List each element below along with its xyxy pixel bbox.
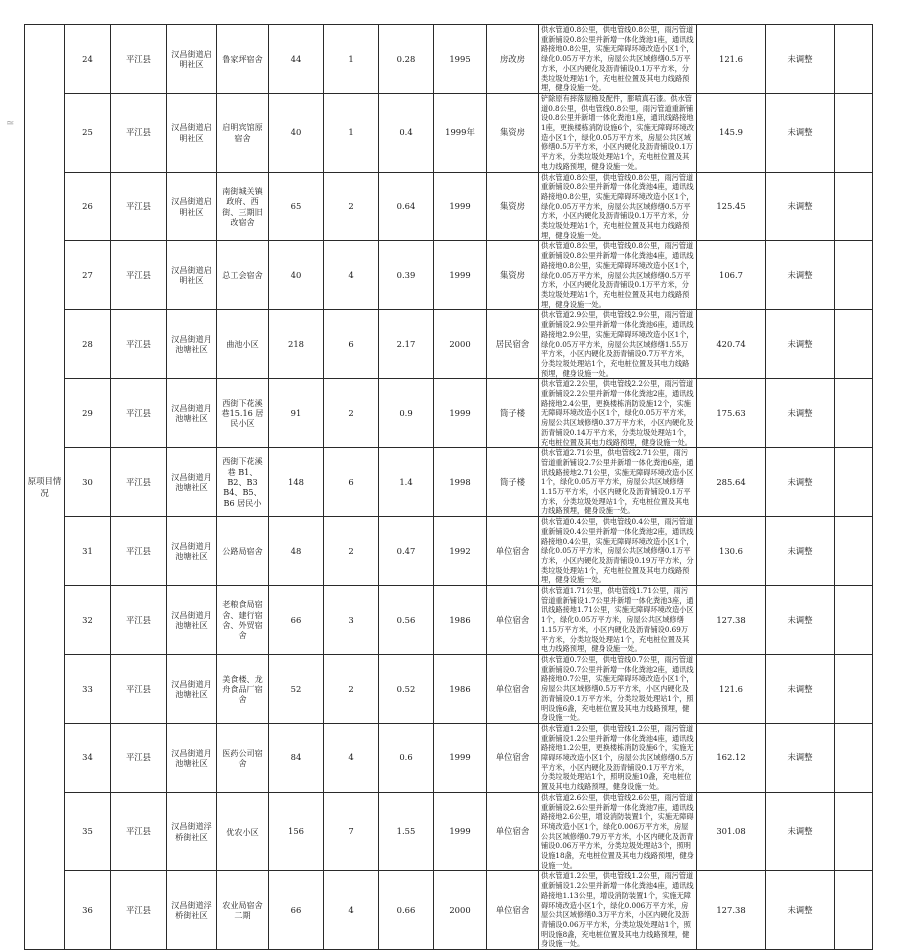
- row-number: 35: [65, 792, 111, 871]
- document-sheet: [24, 24, 872, 949]
- county-cell: 平江县: [111, 310, 167, 379]
- households-cell: 218: [269, 310, 324, 379]
- row-number: 24: [65, 25, 111, 94]
- work-content-cell: 供水管道2.9公里，供电管线2.9公里，雨污管道重新铺设2.9公里并新增一体化粪池6座，通讯线路接地2.9公里，实施无障碍环境改造小区1个，绿化0.05万平方米，房屋公共区域修缮1.55万平方米，小区内硬化及沥青铺设0.7万平方米，分类垃圾处理站1个，充电桩位置及其电力线路预埋，健身设施一处。: [539, 310, 697, 379]
- households-cell: 66: [269, 871, 324, 950]
- year-cell: 1992: [434, 517, 487, 586]
- row-number: 33: [65, 655, 111, 724]
- community-cell: 汉昌街道月池塘社区: [167, 448, 217, 517]
- work-content-cell: 供水管道0.8公里，供电管线0.8公里，雨污管道重新铺设0.8公里并新增一体化粪池4座，通讯线路接地0.8公里，实施无障碍环境改造小区1个，绿化0.05万平方米，房屋公共区域修缮0.5万平方米，小区内硬化及沥青铺设0.1万平方米，分类垃圾处理站1个，充电桩位置及其电力线路预埋，健身设施一处。: [539, 241, 697, 310]
- area-cell: 0.4: [379, 93, 434, 172]
- table-row: [25, 448, 873, 517]
- status-cell: 未调整: [766, 792, 835, 871]
- project-name-cell: 总工会宿舍: [217, 241, 269, 310]
- households-cell: 52: [269, 655, 324, 724]
- area-cell: 0.6: [379, 723, 434, 792]
- housing-type-cell: 单位宿舍: [487, 871, 539, 950]
- row-number: 27: [65, 241, 111, 310]
- community-cell: 汉昌街道浮桥街社区: [167, 871, 217, 950]
- investment-cell: 121.6: [697, 655, 766, 724]
- status-cell: 未调整: [766, 723, 835, 792]
- area-cell: 0.66: [379, 871, 434, 950]
- project-name-cell: 美食楼、龙舟食品厂宿舍: [217, 655, 269, 724]
- remarks-cell: [835, 871, 873, 950]
- county-cell: 平江县: [111, 871, 167, 950]
- housing-type-cell: 单位宿舍: [487, 586, 539, 655]
- households-cell: 44: [269, 25, 324, 94]
- work-content-cell: 供水管道0.4公里，供电管线0.4公里，雨污管道重新铺设0.4公里并新增一体化粪池2座，通讯线路接地0.4公里，实施无障碍环境改造小区1个，绿化0.05万平方米，房屋公共区域修缮0.1万平方米，小区内硬化及沥青铺设0.19万平方米，分类垃圾处理站1个，充电桩位置及其电力线路预埋，健身设施一处。: [539, 517, 697, 586]
- county-cell: 平江县: [111, 723, 167, 792]
- status-cell: 未调整: [766, 25, 835, 94]
- work-content-cell: 供水管道1.2公里，供电管线1.2公里，雨污管道重新铺设1.2公里并新增一体化粪池4座，通讯线路接地1.13公里，增设消防装置1个，实施无障碍环境改造小区1个，绿化0.006万平方米，房屋公共区域修缮0.3万平方米，小区内硬化及沥青铺设0.06万平方米，分类垃圾处理站1个，照明设施8盏，充电桩位置及其电力线路预埋，健身设施一处。: [539, 871, 697, 950]
- housing-type-cell: 集资房: [487, 172, 539, 241]
- table-row: [25, 25, 873, 94]
- housing-type-cell: 集资房: [487, 93, 539, 172]
- housing-type-cell: 居民宿舍: [487, 310, 539, 379]
- status-cell: 未调整: [766, 517, 835, 586]
- community-cell: 汉昌街道启明社区: [167, 93, 217, 172]
- work-content-cell: 供水管道0.7公里，供电管线0.7公里，雨污管道重新铺设0.7公里并新增一体化粪池2座，通讯线路接地0.7公里，实施无障碍环境改造小区1个，房屋公共区域修缮0.5万平方米，小区内硬化及沥青铺设0.1万平方米，分类垃圾处理站1个，照明设施6盏，充电桩位置及其电力线路预埋，健身设施一处。: [539, 655, 697, 724]
- county-cell: 平江县: [111, 792, 167, 871]
- row-number: 34: [65, 723, 111, 792]
- buildings-cell: 1: [324, 25, 379, 94]
- county-cell: 平江县: [111, 241, 167, 310]
- work-content-cell: 铲除原有摔落屋檐及配件，膨喷真石漆。供水管道0.8公里，供电管线0.8公里，雨污管道重新铺设0.8公里并新增一体化粪池1座，通讯线路接地1座，更换楼栋消防设施6个，实施无障碍环境改造小区1个，绿化0.05万平方米，房屋公共区域修缮0.5万平方米，小区内硬化及沥青铺设0.1万平方米，分类垃圾处理站1个，充电桩位置及其电力线路预埋，健身设施一处。: [539, 93, 697, 172]
- year-cell: 1999: [434, 241, 487, 310]
- row-number: 29: [65, 379, 111, 448]
- remarks-cell: [835, 379, 873, 448]
- year-cell: 1999: [434, 172, 487, 241]
- community-cell: 汉昌街道月池塘社区: [167, 723, 217, 792]
- households-cell: 40: [269, 241, 324, 310]
- investment-cell: 125.45: [697, 172, 766, 241]
- county-cell: 平江县: [111, 586, 167, 655]
- community-cell: 汉昌街道启明社区: [167, 25, 217, 94]
- community-cell: 汉昌街道月池塘社区: [167, 310, 217, 379]
- community-cell: 汉昌街道浮桥街社区: [167, 792, 217, 871]
- area-cell: 1.4: [379, 448, 434, 517]
- households-cell: 65: [269, 172, 324, 241]
- status-cell: 未调整: [766, 379, 835, 448]
- community-cell: 汉昌街道月池塘社区: [167, 517, 217, 586]
- remarks-cell: [835, 586, 873, 655]
- housing-type-cell: 单位宿舍: [487, 655, 539, 724]
- project-name-cell: 农业局宿舍二期: [217, 871, 269, 950]
- area-cell: 0.28: [379, 25, 434, 94]
- project-name-cell: 西街下花溪巷15.16 居民小区: [217, 379, 269, 448]
- project-name-cell: 南街城关镇政府、西街、三期旧改宿舍: [217, 172, 269, 241]
- households-cell: 91: [269, 379, 324, 448]
- remarks-cell: [835, 517, 873, 586]
- table-row: [25, 241, 873, 310]
- row-number: 26: [65, 172, 111, 241]
- buildings-cell: 4: [324, 241, 379, 310]
- year-cell: 1999: [434, 792, 487, 871]
- year-cell: 1986: [434, 586, 487, 655]
- area-cell: 2.17: [379, 310, 434, 379]
- investment-cell: 130.6: [697, 517, 766, 586]
- investment-cell: 420.74: [697, 310, 766, 379]
- project-name-cell: 优农小区: [217, 792, 269, 871]
- remarks-cell: [835, 655, 873, 724]
- county-cell: 平江县: [111, 25, 167, 94]
- buildings-cell: 3: [324, 586, 379, 655]
- county-cell: 平江县: [111, 379, 167, 448]
- remarks-cell: [835, 172, 873, 241]
- table-row: [25, 172, 873, 241]
- table-row: [25, 93, 873, 172]
- edge-mark: ≃: [6, 118, 15, 129]
- households-cell: 84: [269, 723, 324, 792]
- project-name-cell: 鲁家坪宿舍: [217, 25, 269, 94]
- project-name-cell: 医药公司宿舍: [217, 723, 269, 792]
- table-row: [25, 871, 873, 950]
- work-content-cell: 供水管道0.8公里，供电管线0.8公里，雨污管道重新铺设0.8公里并新增一体化粪池1座，通讯线路接地0.8公里，实施无障碍环境改造小区1个，绿化0.05万平方米，房屋公共区域修缮0.5万平方米，小区内硬化及沥青铺设0.1万平方米，分类垃圾处理站1个，充电桩位置及其电力线路预埋，健身设施一处。: [539, 25, 697, 94]
- area-cell: 0.47: [379, 517, 434, 586]
- community-cell: 汉昌街道月池塘社区: [167, 586, 217, 655]
- project-name-cell: 西街下花溪巷 B1、B2、B3 B4、B5、B6 居民小: [217, 448, 269, 517]
- remarks-cell: [835, 241, 873, 310]
- housing-type-cell: 筒子楼: [487, 379, 539, 448]
- project-name-cell: 公路局宿舍: [217, 517, 269, 586]
- households-cell: 40: [269, 93, 324, 172]
- investment-cell: 145.9: [697, 93, 766, 172]
- row-number: 30: [65, 448, 111, 517]
- status-cell: 未调整: [766, 586, 835, 655]
- investment-cell: 285.64: [697, 448, 766, 517]
- community-cell: 汉昌街道月池塘社区: [167, 379, 217, 448]
- row-number: 31: [65, 517, 111, 586]
- buildings-cell: 2: [324, 655, 379, 724]
- remarks-cell: [835, 25, 873, 94]
- table-row: [25, 586, 873, 655]
- status-cell: 未调整: [766, 93, 835, 172]
- community-cell: 汉昌街道启明社区: [167, 241, 217, 310]
- year-cell: 2000: [434, 310, 487, 379]
- investment-cell: 106.7: [697, 241, 766, 310]
- project-name-cell: 启明宾馆原宿舍: [217, 93, 269, 172]
- buildings-cell: 2: [324, 379, 379, 448]
- remarks-cell: [835, 310, 873, 379]
- investment-cell: 127.38: [697, 871, 766, 950]
- project-name-cell: 曲池小区: [217, 310, 269, 379]
- year-cell: 1998: [434, 448, 487, 517]
- remarks-cell: [835, 723, 873, 792]
- year-cell: 1999年: [434, 93, 487, 172]
- year-cell: 1995: [434, 25, 487, 94]
- work-content-cell: 供水管道1.2公里，供电管线1.2公里，雨污管道重新铺设1.2公里并新增一体化粪池4座，通讯线路接地1.2公里，更换楼栋消防设施6个，实施无障碍环境改造小区1个，房屋公共区域修缮0.5万平方米，小区内硬化及沥青铺设0.1万平方米，分类垃圾处理站1个，照明设施10盏，充电桩位置及其电力线路预埋，健身设施一处。: [539, 723, 697, 792]
- table-row: [25, 655, 873, 724]
- year-cell: 2000: [434, 871, 487, 950]
- table-body: [25, 25, 873, 950]
- housing-type-cell: 单位宿舍: [487, 723, 539, 792]
- investment-cell: 175.63: [697, 379, 766, 448]
- buildings-cell: 1: [324, 93, 379, 172]
- area-cell: 0.64: [379, 172, 434, 241]
- housing-type-cell: 单位宿舍: [487, 792, 539, 871]
- table-row: [25, 517, 873, 586]
- row-number: 25: [65, 93, 111, 172]
- county-cell: 平江县: [111, 655, 167, 724]
- status-cell: 未调整: [766, 241, 835, 310]
- work-content-cell: 供水管道2.71公里，供电管线2.71公里，雨污管道重新铺设2.7公里并新增一体化粪池6座，通讯线路接地2.71公里，实施无障碍环境改造小区1个，绿化0.05万平方米，房屋公共区域修缮1.15万平方米，小区内硬化及沥青铺设0.1万平方米，分类垃圾处理站1个，充电桩位置及其电力线路预埋，健身设施一处。: [539, 448, 697, 517]
- housing-type-cell: 房改房: [487, 25, 539, 94]
- work-content-cell: 供水管道1.71公里，供电管线1.71公里，雨污管道重新铺设1.7公里并新增一体化粪池3座，通讯线路接地1.71公里，实施无障碍环境改造小区1个，绿化0.05万平方米，房屋公共区域修缮1.15万平方米，小区内硬化及沥青铺设0.69万平方米，分类垃圾处理站1个，充电桩位置及其电力线路预埋，健身设施一处。: [539, 586, 697, 655]
- row-number: 36: [65, 871, 111, 950]
- investment-cell: 121.6: [697, 25, 766, 94]
- area-cell: 0.56: [379, 586, 434, 655]
- households-cell: 156: [269, 792, 324, 871]
- community-cell: 汉昌街道月池塘社区: [167, 655, 217, 724]
- year-cell: 1986: [434, 655, 487, 724]
- county-cell: 平江县: [111, 93, 167, 172]
- buildings-cell: 2: [324, 172, 379, 241]
- area-cell: 1.55: [379, 792, 434, 871]
- table-row: [25, 723, 873, 792]
- status-cell: 未调整: [766, 871, 835, 950]
- housing-type-cell: 集资房: [487, 241, 539, 310]
- buildings-cell: 6: [324, 310, 379, 379]
- area-cell: 0.52: [379, 655, 434, 724]
- county-cell: 平江县: [111, 517, 167, 586]
- year-cell: 1999: [434, 379, 487, 448]
- table-row: [25, 310, 873, 379]
- year-cell: 1999: [434, 723, 487, 792]
- row-number: 32: [65, 586, 111, 655]
- status-cell: 未调整: [766, 172, 835, 241]
- county-cell: 平江县: [111, 172, 167, 241]
- work-content-cell: 供水管道0.8公里，供电管线0.8公里，雨污管道重新铺设0.8公里并新增一体化粪池4座，通讯线路接地0.8公里，实施无障碍环境改造小区1个，绿化0.05万平方米，房屋公共区域修缮0.5万平方米，小区内硬化及沥青铺设0.1万平方米，分类垃圾处理站1个，充电桩位置及其电力线路预埋，健身设施一处。: [539, 172, 697, 241]
- project-name-cell: 老粮食局宿舍、建行宿舍、外贸宿舍: [217, 586, 269, 655]
- remarks-cell: [835, 792, 873, 871]
- section-label-cell: 原项目情况: [25, 25, 65, 950]
- investment-cell: 162.12: [697, 723, 766, 792]
- status-cell: 未调整: [766, 655, 835, 724]
- households-cell: 148: [269, 448, 324, 517]
- row-number: 28: [65, 310, 111, 379]
- work-content-cell: 供水管道2.6公里，供电管线2.6公里，雨污管道重新铺设2.6公里并新增一体化粪池7座，通讯线路接地2.6公里，增设消防装置1个，实施无障碍环境改造小区1个，绿化0.006万平方米，房屋公共区域修缮0.79万平方米，小区内硬化及沥青铺设0.06万平方米，分类垃圾处理站3个，照明设施18盏，充电桩位置及其电力线路预埋，健身设施一处。: [539, 792, 697, 871]
- status-cell: 未调整: [766, 448, 835, 517]
- buildings-cell: 4: [324, 723, 379, 792]
- buildings-cell: 4: [324, 871, 379, 950]
- investment-cell: 301.08: [697, 792, 766, 871]
- investment-cell: 127.38: [697, 586, 766, 655]
- community-cell: 汉昌街道启明社区: [167, 172, 217, 241]
- county-cell: 平江县: [111, 448, 167, 517]
- area-cell: 0.39: [379, 241, 434, 310]
- work-content-cell: 供水管道2.2公里，供电管线2.2公里，雨污管道重新铺设2.2公里并新增一体化粪池2座，通讯线路接地2.4公里，更换楼栋消防设施12个，实施无障碍环境改造小区1个，绿化0.05万平方米，房屋公共区域修缮0.37万平方米，小区内硬化及沥青铺设0.14万平方米，分类垃圾处理站1个，充电桩位置及其电力线路预埋，健身设施一处。: [539, 379, 697, 448]
- housing-type-cell: 筒子楼: [487, 448, 539, 517]
- table-row: [25, 792, 873, 871]
- remarks-cell: [835, 93, 873, 172]
- buildings-cell: 6: [324, 448, 379, 517]
- buildings-cell: 7: [324, 792, 379, 871]
- project-table: [24, 24, 873, 950]
- area-cell: 0.9: [379, 379, 434, 448]
- status-cell: 未调整: [766, 310, 835, 379]
- households-cell: 48: [269, 517, 324, 586]
- table-row: [25, 379, 873, 448]
- housing-type-cell: 单位宿舍: [487, 517, 539, 586]
- households-cell: 66: [269, 586, 324, 655]
- remarks-cell: [835, 448, 873, 517]
- buildings-cell: 2: [324, 517, 379, 586]
